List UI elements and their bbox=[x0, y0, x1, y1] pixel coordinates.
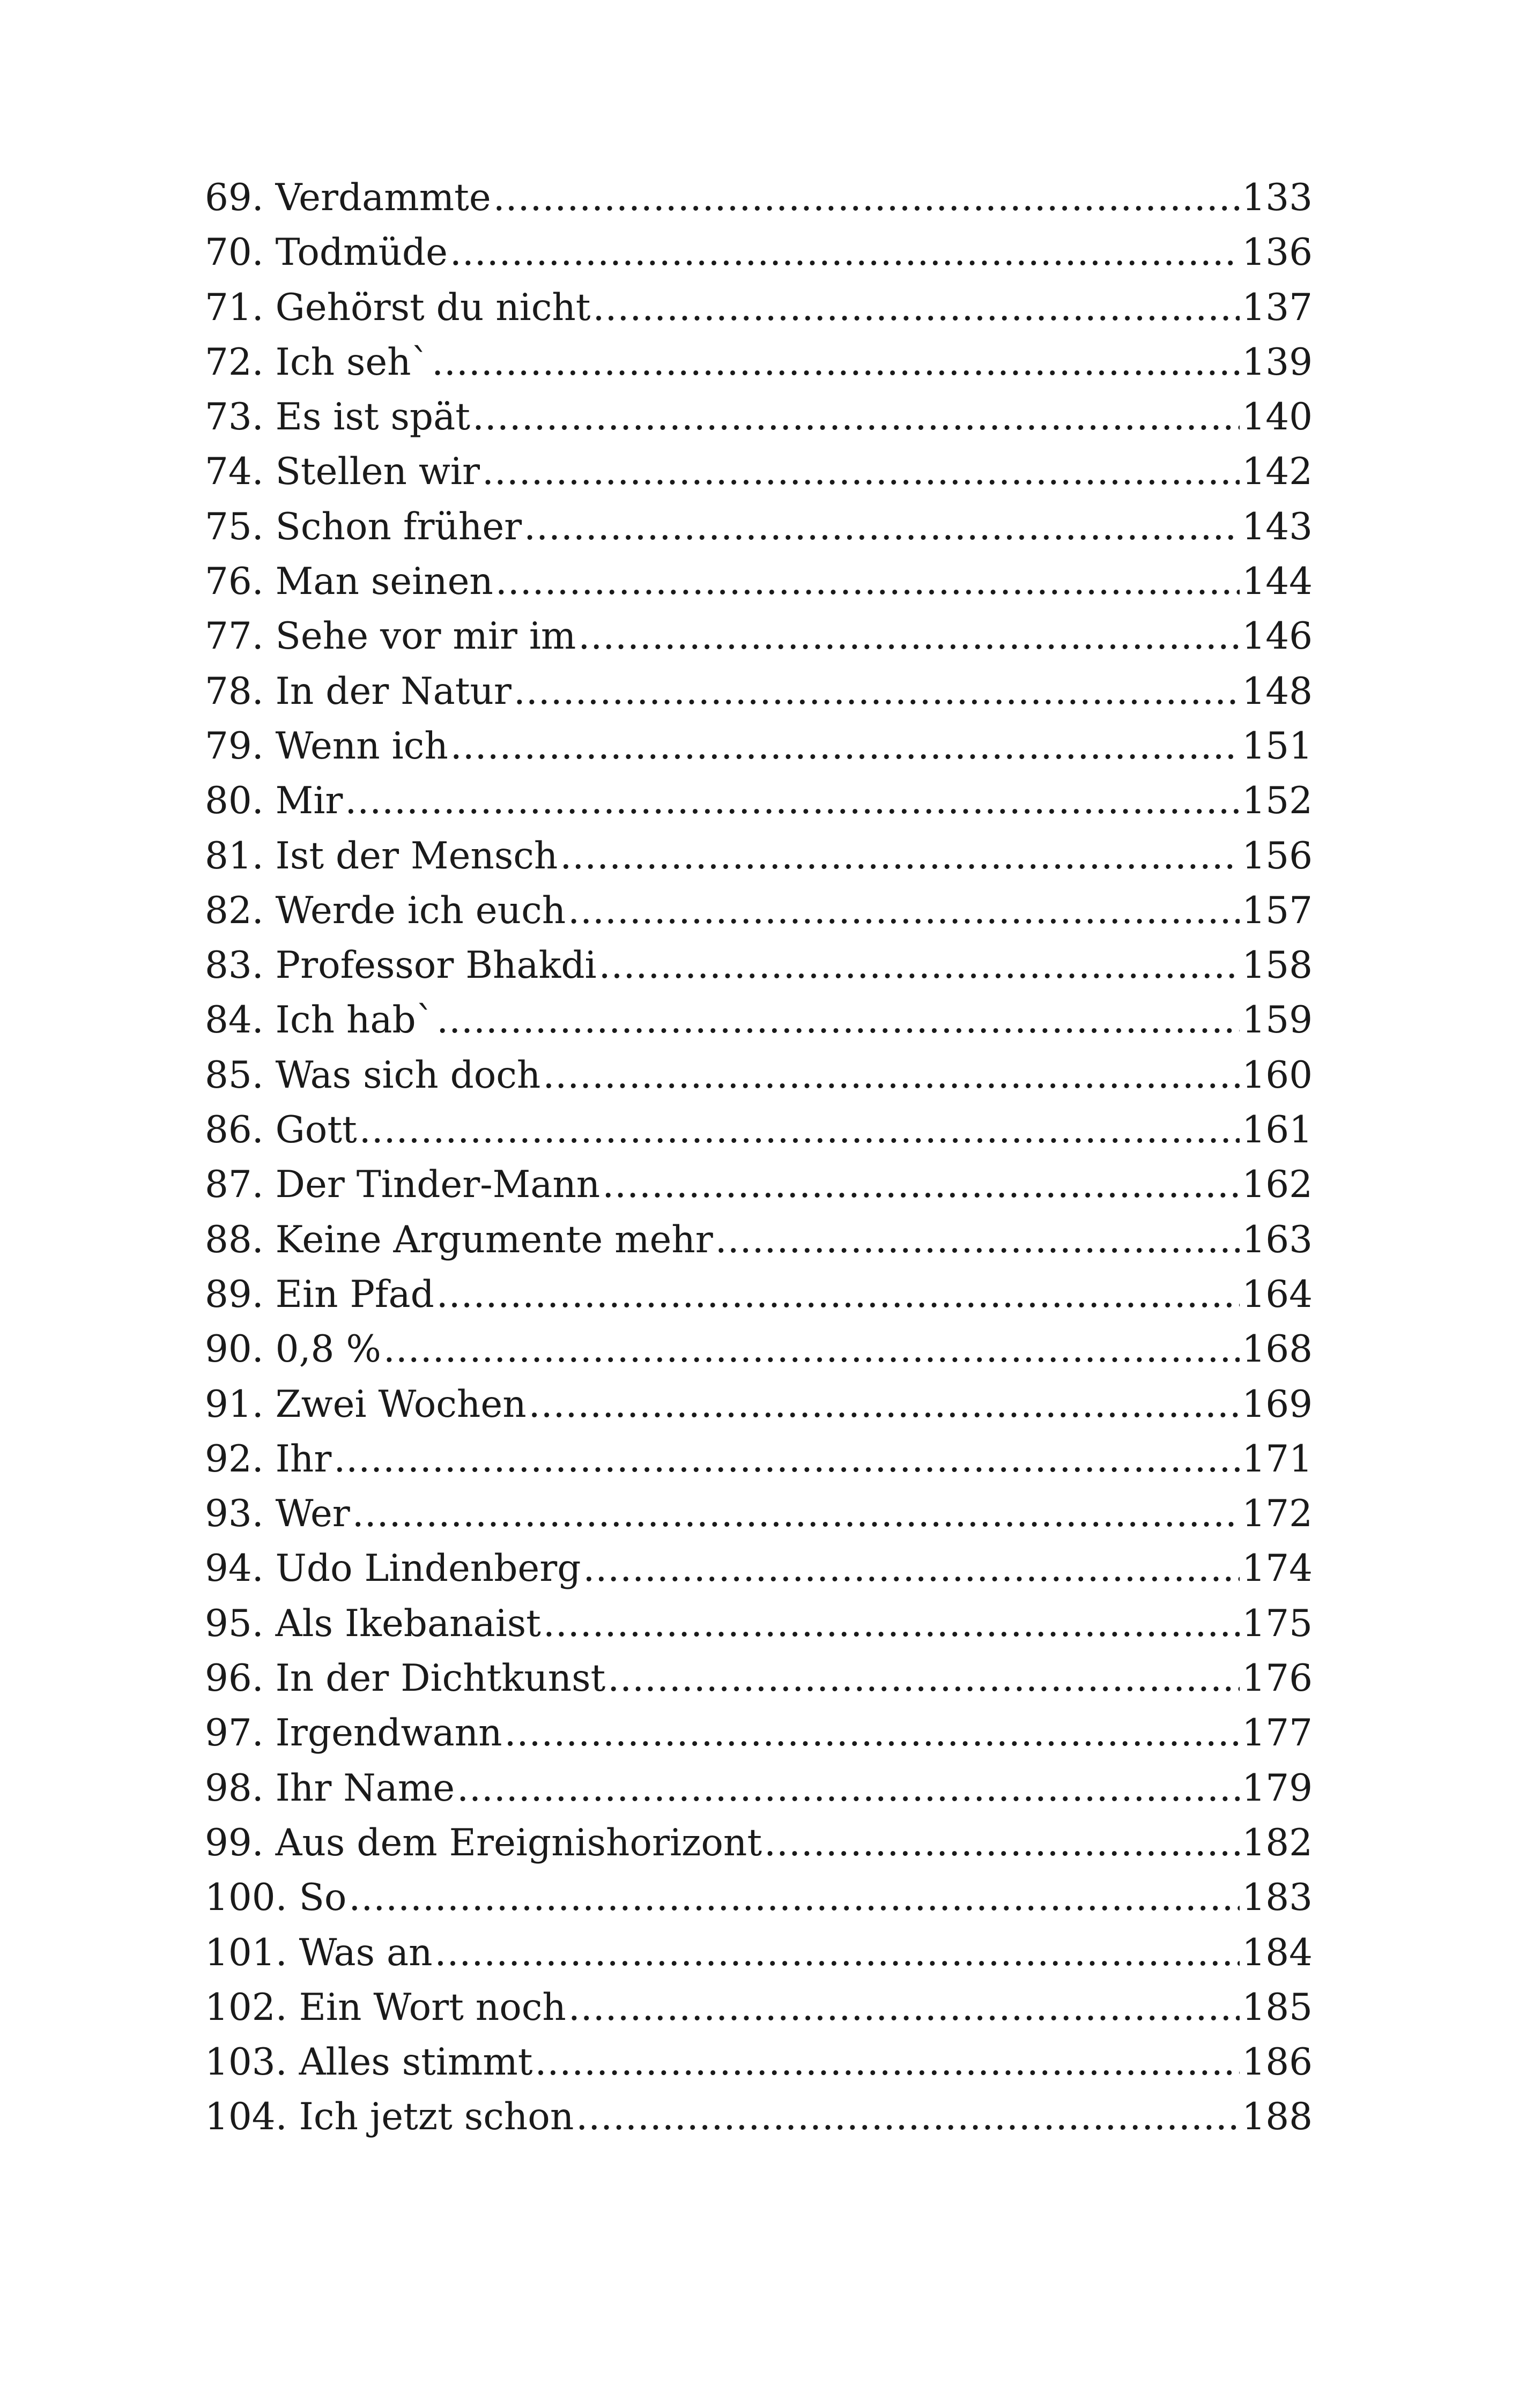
toc-entry-page-number: 139 bbox=[1242, 340, 1313, 384]
toc-entry bbox=[205, 1816, 1313, 1870]
toc-entry-title: 99. Aus dem Ereignishorizont bbox=[205, 1821, 762, 1864]
toc-entry bbox=[205, 335, 1313, 390]
toc-entry-title: 100. So bbox=[205, 1876, 347, 1920]
toc-entry bbox=[205, 1487, 1313, 1541]
toc-entry bbox=[205, 1541, 1313, 1596]
toc-entry-title: 70. Todmüde bbox=[205, 231, 448, 274]
toc-entry-title: 91. Zwei Wochen bbox=[205, 1383, 527, 1426]
dot-leader bbox=[457, 1761, 1240, 1816]
dot-leader bbox=[535, 2035, 1240, 2090]
dot-leader bbox=[493, 170, 1240, 225]
toc-entry-page-number: 162 bbox=[1242, 1163, 1313, 1207]
toc-entry-title: 81. Ist der Mensch bbox=[205, 834, 558, 878]
toc-entry-page-number: 159 bbox=[1242, 999, 1313, 1042]
toc-entry-page-number: 164 bbox=[1242, 1273, 1313, 1316]
dot-leader bbox=[583, 1541, 1240, 1596]
toc-entry bbox=[205, 1322, 1313, 1377]
dot-leader bbox=[436, 1267, 1240, 1322]
toc-entry-page-number: 163 bbox=[1242, 1218, 1313, 1261]
toc-entry bbox=[205, 1432, 1313, 1487]
dot-leader bbox=[543, 1596, 1240, 1651]
toc-entry-page-number: 142 bbox=[1242, 450, 1313, 494]
toc-entry-page-number: 152 bbox=[1242, 779, 1313, 823]
toc-entry-title: 80. Mir bbox=[205, 779, 343, 823]
dot-leader bbox=[345, 774, 1240, 828]
toc-entry-title: 96. In der Dichtkunst bbox=[205, 1657, 606, 1700]
toc-entry bbox=[205, 1870, 1313, 1925]
dot-leader bbox=[524, 500, 1240, 554]
toc-entry-page-number: 174 bbox=[1242, 1547, 1313, 1591]
toc-entry bbox=[205, 1761, 1313, 1816]
dot-leader bbox=[578, 609, 1240, 664]
toc-entry bbox=[205, 774, 1313, 828]
dot-leader bbox=[568, 1980, 1240, 2035]
toc-entry-title: 69. Verdammte bbox=[205, 176, 491, 219]
toc-entry-title: 87. Der Tinder-Mann bbox=[205, 1163, 601, 1207]
toc-entry bbox=[205, 1926, 1313, 1980]
toc-entry-title: 79. Wenn ich bbox=[205, 724, 448, 768]
toc-entry bbox=[205, 554, 1313, 609]
toc-entry bbox=[205, 609, 1313, 664]
toc-entry bbox=[205, 1103, 1313, 1157]
toc-entry bbox=[205, 993, 1313, 1047]
toc-entry-title: 98. Ihr Name bbox=[205, 1766, 455, 1810]
dot-leader bbox=[495, 554, 1240, 609]
toc-entry-page-number: 144 bbox=[1242, 560, 1313, 604]
table-of-contents bbox=[205, 170, 1313, 2145]
dot-leader bbox=[560, 829, 1240, 883]
toc-entry-page-number: 158 bbox=[1242, 944, 1313, 987]
dot-leader bbox=[764, 1816, 1240, 1870]
toc-entry bbox=[205, 2090, 1313, 2144]
toc-entry bbox=[205, 280, 1313, 335]
toc-entry-title: 85. Was sich doch bbox=[205, 1053, 541, 1097]
toc-entry-page-number: 160 bbox=[1242, 1053, 1313, 1097]
toc-entry-title: 83. Professor Bhakdi bbox=[205, 944, 597, 987]
toc-entry-title: 75. Schon früher bbox=[205, 505, 522, 548]
toc-entry-page-number: 172 bbox=[1242, 1492, 1313, 1536]
toc-entry bbox=[205, 390, 1313, 444]
toc-entry-title: 84. Ich hab` bbox=[205, 999, 435, 1042]
toc-entry-page-number: 133 bbox=[1242, 176, 1313, 219]
toc-entry bbox=[205, 829, 1313, 883]
toc-entry bbox=[205, 444, 1313, 499]
dot-leader bbox=[432, 335, 1240, 390]
toc-entry-page-number: 136 bbox=[1242, 231, 1313, 274]
toc-entry-title: 97. Irgendwann bbox=[205, 1712, 502, 1755]
dot-leader bbox=[599, 938, 1240, 993]
toc-entry-page-number: 186 bbox=[1242, 2041, 1313, 2084]
toc-entry-page-number: 151 bbox=[1242, 724, 1313, 768]
toc-entry-title: 76. Man seinen bbox=[205, 560, 493, 604]
toc-entry-title: 93. Wer bbox=[205, 1492, 350, 1536]
dot-leader bbox=[450, 225, 1240, 280]
toc-entry-title: 89. Ein Pfad bbox=[205, 1273, 434, 1316]
toc-entry-page-number: 161 bbox=[1242, 1109, 1313, 1152]
dot-leader bbox=[450, 719, 1240, 774]
toc-entry bbox=[205, 225, 1313, 280]
dot-leader bbox=[593, 280, 1240, 335]
toc-entry-page-number: 148 bbox=[1242, 670, 1313, 713]
toc-entry-title: 95. Als Ikebanaist bbox=[205, 1602, 541, 1645]
dot-leader bbox=[602, 1157, 1240, 1212]
toc-entry-title: 94. Udo Lindenberg bbox=[205, 1547, 581, 1591]
toc-entry-page-number: 177 bbox=[1242, 1712, 1313, 1755]
toc-entry-title: 92. Ihr bbox=[205, 1437, 332, 1481]
toc-entry bbox=[205, 1651, 1313, 1706]
toc-entry-page-number: 157 bbox=[1242, 889, 1313, 932]
toc-entry-page-number: 176 bbox=[1242, 1657, 1313, 1700]
dot-leader bbox=[576, 2090, 1240, 2144]
dot-leader bbox=[349, 1870, 1240, 1925]
dot-leader bbox=[482, 444, 1240, 499]
toc-entry bbox=[205, 1213, 1313, 1267]
toc-entry-page-number: 182 bbox=[1242, 1821, 1313, 1864]
toc-entry-page-number: 188 bbox=[1242, 2095, 1313, 2139]
toc-entry-page-number: 175 bbox=[1242, 1602, 1313, 1645]
dot-leader bbox=[383, 1322, 1240, 1377]
toc-entry-page-number: 156 bbox=[1242, 834, 1313, 878]
toc-entry-title: 71. Gehörst du nicht bbox=[205, 286, 591, 329]
dot-leader bbox=[607, 1651, 1240, 1706]
toc-entry-title: 102. Ein Wort noch bbox=[205, 1986, 566, 2029]
dot-leader bbox=[436, 993, 1240, 1047]
toc-entry bbox=[205, 500, 1313, 554]
toc-entry-title: 82. Werde ich euch bbox=[205, 889, 566, 932]
toc-entry-page-number: 168 bbox=[1242, 1328, 1313, 1371]
toc-entry-title: 72. Ich seh` bbox=[205, 340, 430, 384]
toc-entry-page-number: 146 bbox=[1242, 615, 1313, 658]
toc-entry bbox=[205, 938, 1313, 993]
toc-entry-page-number: 184 bbox=[1242, 1931, 1313, 1974]
toc-entry-title: 86. Gott bbox=[205, 1109, 357, 1152]
toc-entry-page-number: 137 bbox=[1242, 286, 1313, 329]
toc-entry-title: 73. Es ist spät bbox=[205, 396, 470, 439]
toc-entry bbox=[205, 883, 1313, 938]
toc-entry-page-number: 171 bbox=[1242, 1437, 1313, 1481]
toc-entry bbox=[205, 170, 1313, 225]
toc-entry-title: 103. Alles stimmt bbox=[205, 2041, 533, 2084]
toc-entry-title: 77. Sehe vor mir im bbox=[205, 615, 576, 658]
toc-entry-page-number: 185 bbox=[1242, 1986, 1313, 2029]
toc-entry bbox=[205, 1048, 1313, 1103]
toc-entry bbox=[205, 1377, 1313, 1432]
dot-leader bbox=[505, 1706, 1240, 1760]
toc-entry bbox=[205, 2035, 1313, 2090]
toc-entry bbox=[205, 1706, 1313, 1760]
dot-leader bbox=[529, 1377, 1240, 1432]
dot-leader bbox=[543, 1048, 1240, 1103]
toc-entry bbox=[205, 664, 1313, 719]
dot-leader bbox=[359, 1103, 1240, 1157]
toc-entry-title: 101. Was an bbox=[205, 1931, 433, 1974]
toc-entry bbox=[205, 1980, 1313, 2035]
dot-leader bbox=[514, 664, 1240, 719]
toc-entry-page-number: 169 bbox=[1242, 1383, 1313, 1426]
dot-leader bbox=[435, 1926, 1240, 1980]
toc-entry-title: 88. Keine Argumente mehr bbox=[205, 1218, 713, 1261]
dot-leader bbox=[568, 883, 1240, 938]
toc-entry-title: 90. 0,8 % bbox=[205, 1328, 381, 1371]
toc-entry-title: 78. In der Natur bbox=[205, 670, 512, 713]
toc-entry-page-number: 179 bbox=[1242, 1766, 1313, 1810]
toc-entry bbox=[205, 1157, 1313, 1212]
toc-entry bbox=[205, 1267, 1313, 1322]
toc-entry-page-number: 183 bbox=[1242, 1876, 1313, 1920]
toc-entry-title: 104. Ich jetzt schon bbox=[205, 2095, 574, 2139]
dot-leader bbox=[334, 1432, 1240, 1487]
toc-entry-page-number: 143 bbox=[1242, 505, 1313, 548]
toc-entry bbox=[205, 719, 1313, 774]
dot-leader bbox=[352, 1487, 1240, 1541]
toc-entry-title: 74. Stellen wir bbox=[205, 450, 480, 494]
dot-leader bbox=[472, 390, 1240, 444]
dot-leader bbox=[715, 1213, 1240, 1267]
toc-entry-page-number: 140 bbox=[1242, 396, 1313, 439]
toc-entry bbox=[205, 1596, 1313, 1651]
